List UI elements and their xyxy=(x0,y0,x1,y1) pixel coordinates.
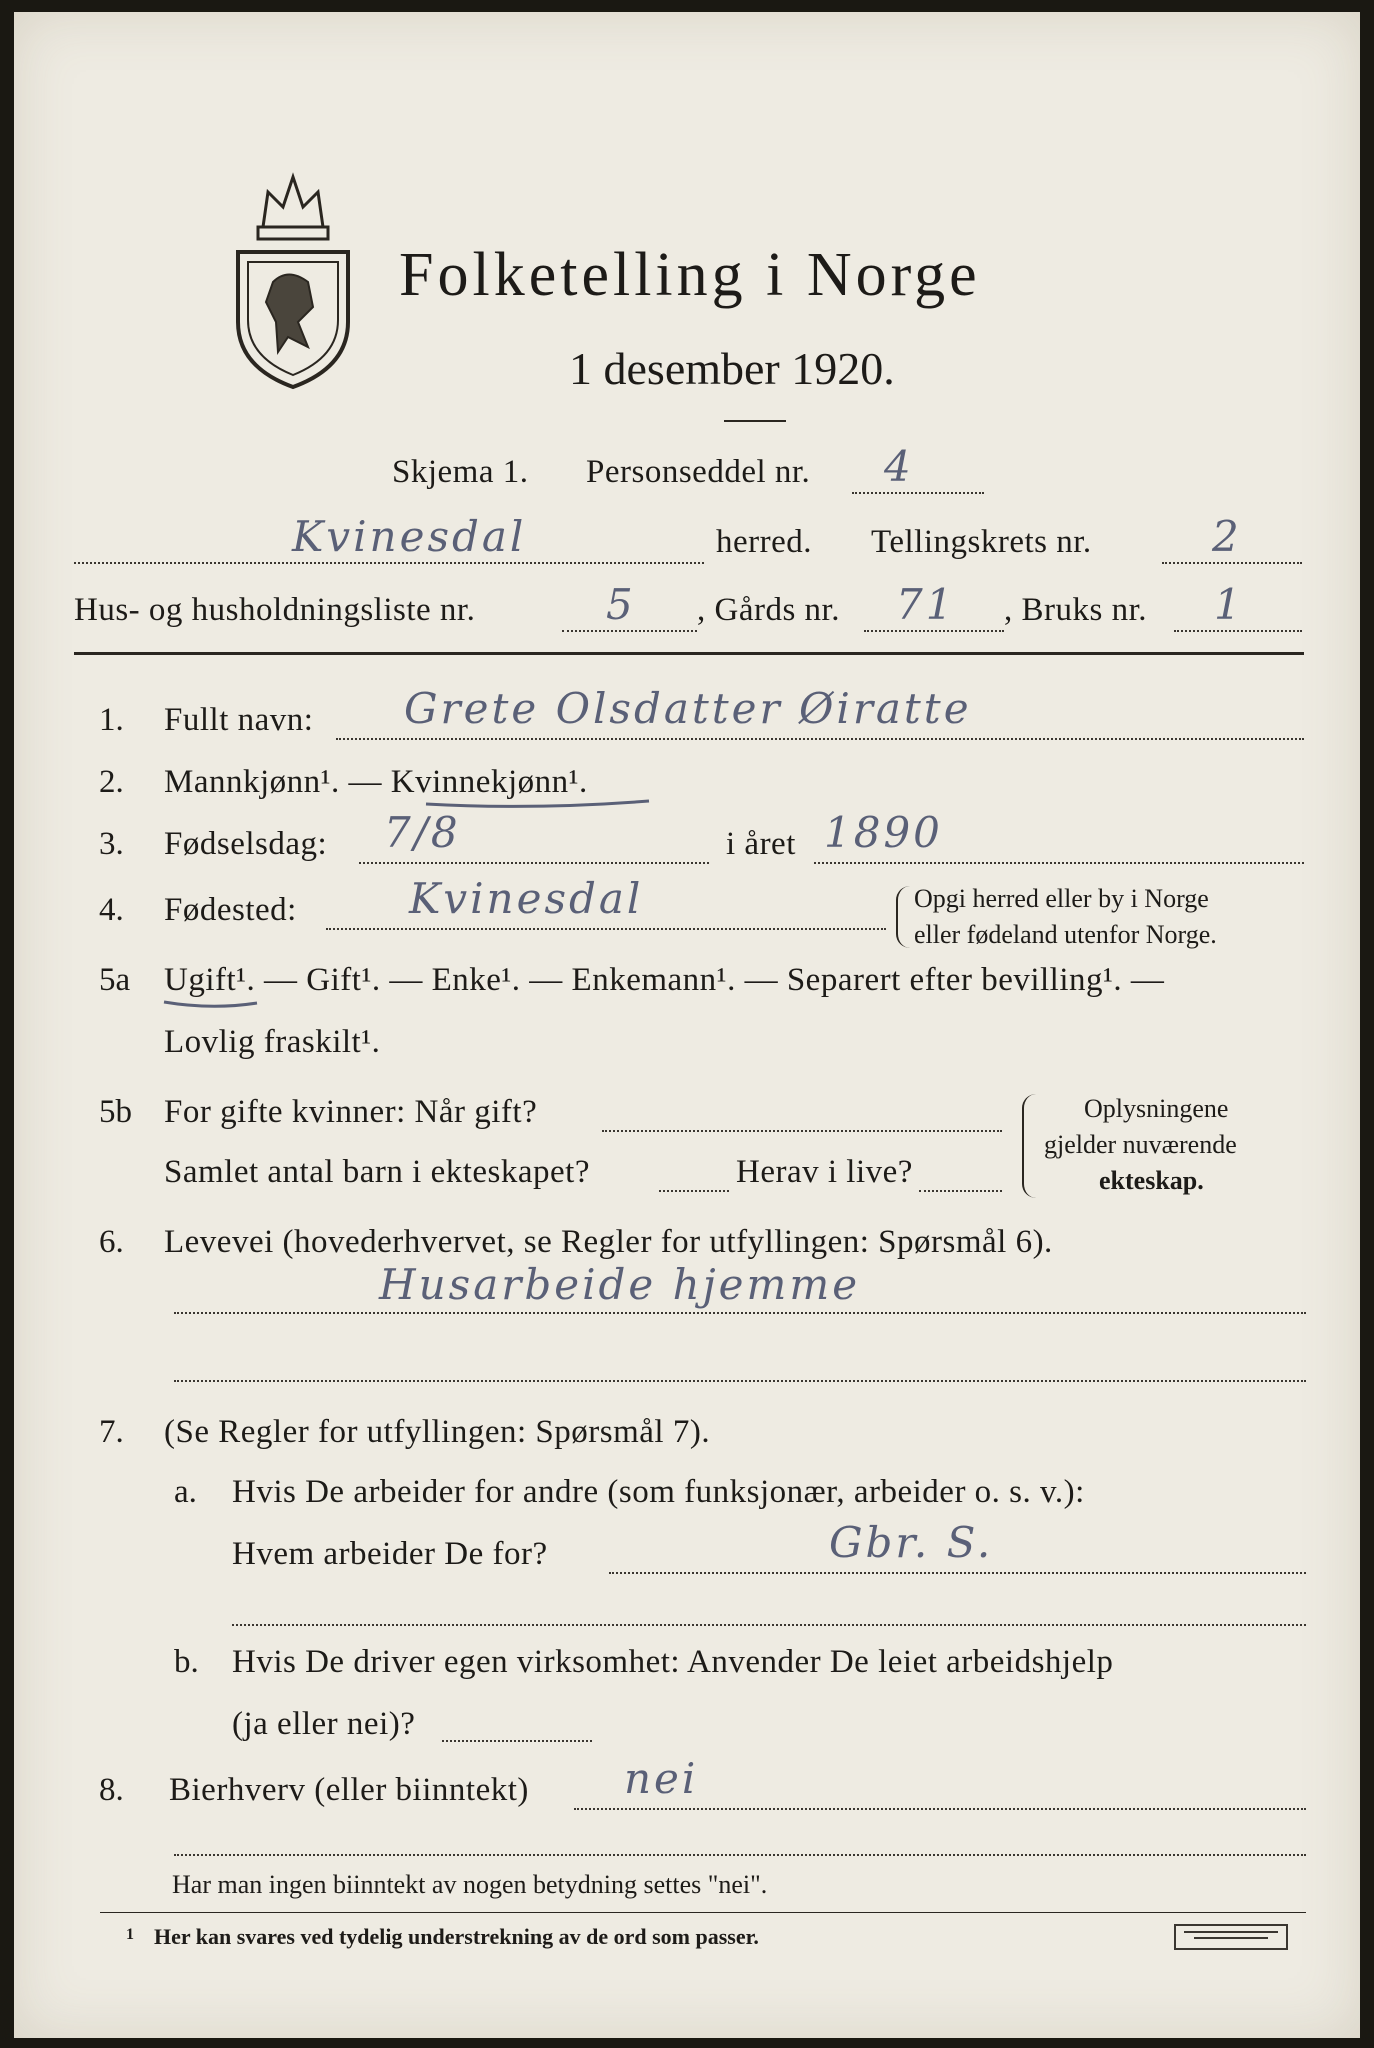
footnote-mark: 1 xyxy=(126,1926,134,1943)
tellingskrets-label: Tellingskrets nr. xyxy=(871,524,1092,560)
q5b-label-1: For gifte kvinner: Når gift? xyxy=(164,1094,538,1130)
q6-line-2 xyxy=(174,1380,1306,1382)
header-divider xyxy=(74,652,1304,655)
q4-line xyxy=(326,928,886,930)
title-divider xyxy=(724,420,786,422)
q7a-letter: a. xyxy=(174,1474,197,1510)
herred-line xyxy=(74,562,704,564)
q1-label: Fullt navn: xyxy=(164,702,314,738)
q5b-label-3: Herav i live? xyxy=(736,1154,913,1190)
q5b-label-2: Samlet antal barn i ekteskapet? xyxy=(164,1154,591,1190)
q5b-note-line-2: gjelder nuværende xyxy=(1044,1130,1237,1159)
q7a-line-2 xyxy=(232,1624,1306,1626)
q3-year-value: 1890 xyxy=(824,808,943,857)
footnote-divider xyxy=(100,1912,1306,1913)
q4-note-line-1: Opgi herred eller by i Norge xyxy=(914,884,1209,913)
q5b-note-line-1: Oplysningene xyxy=(1084,1094,1229,1123)
bruks-label: , Bruks nr. xyxy=(1004,592,1148,628)
norwegian-coat-of-arms-icon xyxy=(228,172,358,392)
personseddel-value: 4 xyxy=(884,442,914,491)
q5b-number: 5b xyxy=(99,1094,132,1130)
q8-number: 8. xyxy=(99,1772,124,1808)
census-form xyxy=(14,12,1360,2038)
q5b-married-line xyxy=(602,1130,1002,1132)
q7b-line xyxy=(442,1740,592,1742)
q8-label: Bierhverv (eller biinntekt) xyxy=(169,1772,529,1808)
q3-year-label: i året xyxy=(726,826,796,862)
q8-line-2 xyxy=(174,1854,1306,1856)
q7b-label-2: (ja eller nei)? xyxy=(232,1706,416,1742)
tellingskrets-line xyxy=(1162,562,1302,564)
personseddel-line xyxy=(852,492,984,494)
q7-label: (Se Regler for utfyllingen: Spørsmål 7). xyxy=(164,1414,711,1450)
gards-line xyxy=(864,630,1004,632)
q3-line xyxy=(359,862,709,864)
husholdningsliste-line xyxy=(562,630,697,632)
q5b-note-brace xyxy=(1022,1094,1036,1198)
q3-label: Fødselsdag: xyxy=(164,826,328,862)
q4-label: Fødested: xyxy=(164,892,297,928)
bruks-value: 1 xyxy=(1214,580,1244,629)
q8-value: nei xyxy=(624,1754,699,1803)
form-date: 1 desember 1920. xyxy=(569,343,895,394)
q7b-label-1: Hvis De driver egen virksomhet: Anvender De leiet arbeidshjelp xyxy=(232,1644,1114,1680)
herred-value: Kvinesdal xyxy=(292,512,527,561)
q7a-value: Gbr. S. xyxy=(829,1518,994,1567)
q1-value: Grete Olsdatter Øiratte xyxy=(404,684,972,733)
q7a-line-1 xyxy=(609,1572,1306,1574)
husholdningsliste-label: Hus- og husholdningsliste nr. xyxy=(74,592,476,628)
q5a-underline-mark xyxy=(162,998,262,1012)
q1-number: 1. xyxy=(99,702,124,738)
q6-label: Levevei (hovederhvervet, se Regler for utfyllingen: Spørsmål 6). xyxy=(164,1224,1053,1260)
q6-number: 6. xyxy=(99,1224,124,1260)
q4-note-line-2: eller fødeland utenfor Norge. xyxy=(914,920,1217,949)
gards-value: 71 xyxy=(896,580,956,629)
q5b-children-line xyxy=(659,1190,729,1192)
skjema-label: Skjema 1. xyxy=(392,454,529,490)
tellingskrets-value: 2 xyxy=(1212,512,1242,561)
q2-label: Mannkjønn¹. — Kvinnekjønn¹. xyxy=(164,764,588,800)
printer-stamp-icon xyxy=(1174,1924,1288,1950)
q4-note-brace xyxy=(896,886,910,948)
q2-number: 2. xyxy=(99,764,124,800)
q5a-label: Ugift¹. — Gift¹. — Enke¹. — Enkemann¹. — Separert efter bevilling¹. — xyxy=(164,962,1165,998)
q5b-alive-line xyxy=(919,1190,1002,1192)
q3-number: 3. xyxy=(99,826,124,862)
q8-line xyxy=(574,1808,1306,1810)
q6-value: Husarbeide hjemme xyxy=(379,1260,861,1309)
husholdningsliste-value: 5 xyxy=(606,580,636,629)
q4-number: 4. xyxy=(99,892,124,928)
q6-line-1 xyxy=(174,1312,1306,1314)
gards-label: , Gårds nr. xyxy=(697,592,840,628)
bruks-line xyxy=(1174,630,1302,632)
q5b-note-line-3: ekteskap. xyxy=(1099,1166,1204,1195)
q5a-label-2: Lovlig fraskilt¹. xyxy=(164,1024,381,1060)
herred-label: herred. xyxy=(716,524,813,560)
footnote-text: Her kan svares ved tydelig understrekning av de ord som passer. xyxy=(154,1924,759,1949)
q7-number: 7. xyxy=(99,1414,124,1450)
personseddel-label: Personseddel nr. xyxy=(586,454,811,490)
q7b-letter: b. xyxy=(174,1644,199,1680)
q7a-label-1: Hvis De arbeider for andre (som funksjonær, arbeider o. s. v.): xyxy=(232,1474,1085,1510)
q5a-number: 5a xyxy=(99,962,131,998)
q1-line xyxy=(336,738,1304,740)
q3-year-line xyxy=(814,862,1304,864)
nei-note: Har man ingen biinntekt av nogen betydning settes "nei". xyxy=(172,1870,768,1899)
q4-value: Kvinesdal xyxy=(409,874,644,923)
form-title: Folketelling i Norge xyxy=(399,241,981,309)
q7a-label-2: Hvem arbeider De for? xyxy=(232,1536,548,1572)
q3-value: 7/8 xyxy=(384,808,461,857)
